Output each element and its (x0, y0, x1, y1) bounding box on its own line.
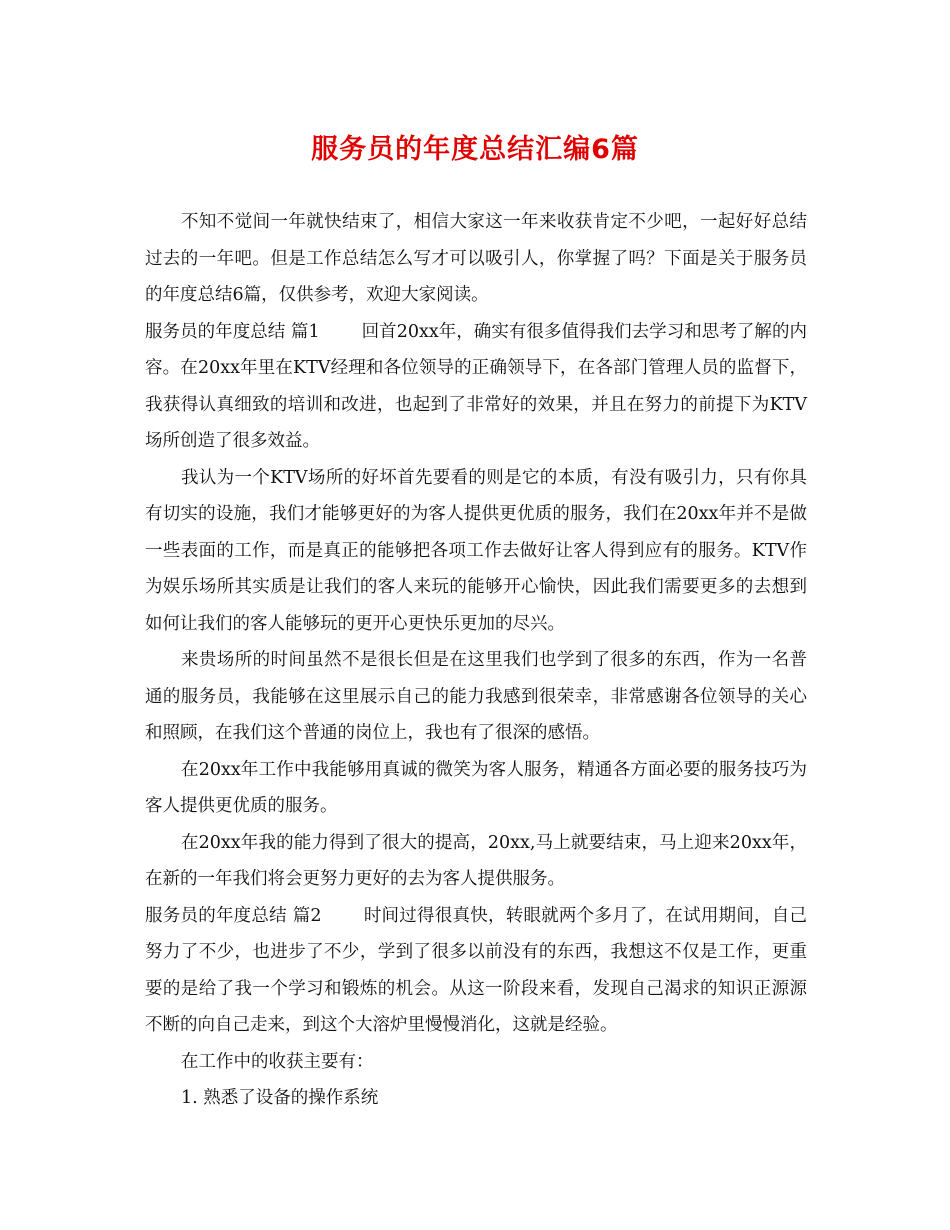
section-1-first-text: 回首20xx年，确实有很多值得我们去学习和思考了解的内容。在20xx年里在KTV经理和各位领导的正确领导下，在各部门管理人员的监督下，我获得认真细致的培训和改进，也起到了非常好的效果，并且在努力的前提下为KTV场所创造了很多效益。 (145, 321, 807, 451)
section-1-label: 服务员的年度总结 篇1 (145, 321, 320, 342)
section-2-label: 服务员的年度总结 篇2 (145, 905, 322, 926)
section-1-opening (145, 314, 807, 460)
section-2-list-item: 1. 熟悉了设备的操作系统 (181, 1088, 379, 1108)
section-2-paragraph: 在工作中的收获主要有： (181, 1051, 374, 1072)
section-1-paragraph: 我认为一个KTV场所的好坏首先要看的则是它的本质，有没有吸引力，只有你具有切实的设施，我们才能够更好的为客人提供更优质的服务，我们在20xx年并不是做一些表面的工作，而是真正的能够把各项工作去做好让客人得到应有的服务。KTV作为娱乐场所其实质是让我们的客人来玩的能够开心愉快，因此我们需要更多的去想到如何让我们的客人能够玩的更开心更快乐更加的尽兴。 (145, 467, 807, 634)
section-1-paragraph: 来贵场所的时间虽然不是很长但是在这里我们也学到了很多的东西，作为一名普通的服务员，我能够在这里展示自己的能力我感到很荣幸，非常感谢各位领导的关心和照顾，在我们这个普通的岗位上，我也有了很深的感悟。 (145, 650, 807, 743)
document-body (145, 204, 807, 1117)
section-2-opening (145, 898, 807, 1044)
section-1-paragraph: 在20xx年我的能力得到了很大的提高，20xx,马上就要结束，马上迎来20xx年，在新的一年我们将会更努力更好的去为客人提供服务。 (145, 832, 807, 889)
section-1-paragraph: 在20xx年工作中我能够用真诚的微笑为客人服务，精通各方面必要的服务技巧为客人提供更优质的服务。 (145, 759, 807, 816)
section-2-first-text: 时间过得很真快，转眼就两个多月了，在试用期间，自己努力了不少，也进步了不少，学到了很多以前没有的东西，我想这不仅是工作，更重要的是给了我一个学习和锻炼的机会。从这一阶段来看，发现自己渴求的知识正源源不断的向自己走来，到这个大溶炉里慢慢消化，这就是经验。 (145, 905, 808, 1035)
document-title: 服务员的年度总结汇编6篇 (311, 134, 639, 165)
intro-paragraph: 不知不觉间一年就快结束了，相信大家这一年来收获肯定不少吧，一起好好总结过去的一年吧。但是工作总结怎么写才可以吸引人，你掌握了吗？下面是关于服务员的年度总结6篇，仅供参考，欢迎大家阅读。 (145, 212, 807, 305)
